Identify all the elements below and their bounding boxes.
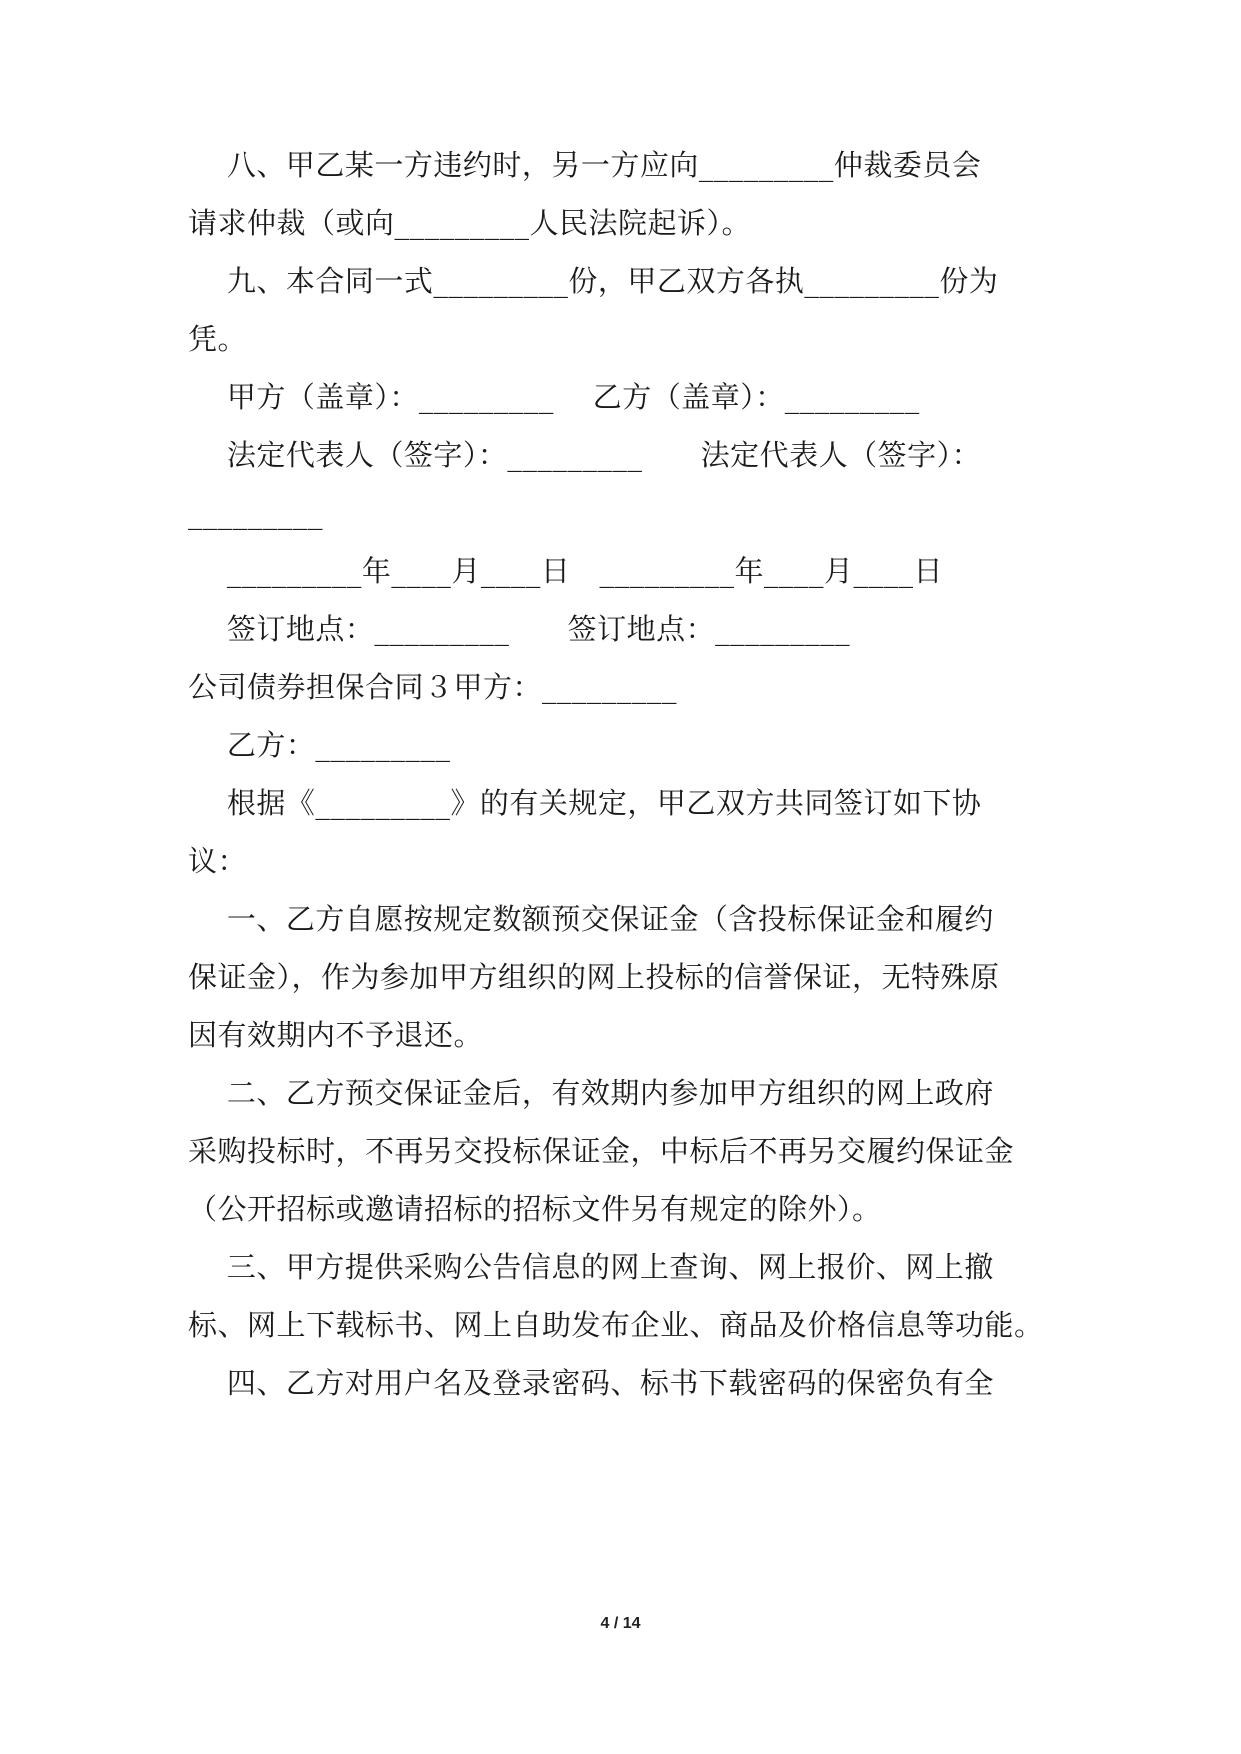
text-line: _________ <box>188 496 323 530</box>
text-line: 根据《_________》的有关规定，甲乙双方共同签订如下协 <box>188 786 982 820</box>
text-line: 凭。 <box>188 322 248 356</box>
text-line: 签订地点：_________ 签订地点：_________ <box>188 612 851 646</box>
text-line: 采购投标时，不再另交投标保证金，中标后不再另交履约保证金 <box>188 1134 1015 1168</box>
text-line: 一、乙方自愿按规定数额预交保证金（含投标保证金和履约 <box>188 902 994 936</box>
text-line: 二、乙方预交保证金后，有效期内参加甲方组织的网上政府 <box>188 1076 994 1110</box>
text-line: 公司债券担保合同３甲方：_________ <box>188 670 678 704</box>
text-line: 四、乙方对用户名及登录密码、标书下载密码的保密负有全 <box>188 1366 994 1400</box>
text-line: 议： <box>188 844 248 878</box>
text-line: 法定代表人（签字）：_________ 法定代表人（签字）： <box>188 438 982 472</box>
text-line: 甲方（盖章）：_________ 乙方（盖章）：_________ <box>188 380 920 414</box>
text-line: 乙方：_________ <box>188 728 451 762</box>
text-line: _________年____月____日 _________年____月____日 <box>188 554 944 588</box>
text-line: （公开招标或邀请招标的招标文件另有规定的除外）。 <box>188 1192 882 1226</box>
text-line: 保证金），作为参加甲方组织的网上投标的信誉保证，无特殊原 <box>188 960 1000 994</box>
text-line: 八、甲乙某一方违约时，另一方应向_________仲裁委员会 <box>188 148 982 182</box>
text-line: 三、甲方提供采购公告信息的网上查询、网上报价、网上撤 <box>188 1250 994 1284</box>
page-number: 4 / 14 <box>600 1615 641 1632</box>
text-line: 标、网上下载标书、网上自助发布企业、商品及价格信息等功能。 <box>188 1308 1044 1342</box>
text-line: 请求仲裁（或向_________人民法院起诉）。 <box>188 206 752 240</box>
text-line: 因有效期内不予退还。 <box>188 1018 484 1052</box>
text-line: 九、本合同一式_________份，甲乙双方各执_________份为 <box>188 264 999 298</box>
